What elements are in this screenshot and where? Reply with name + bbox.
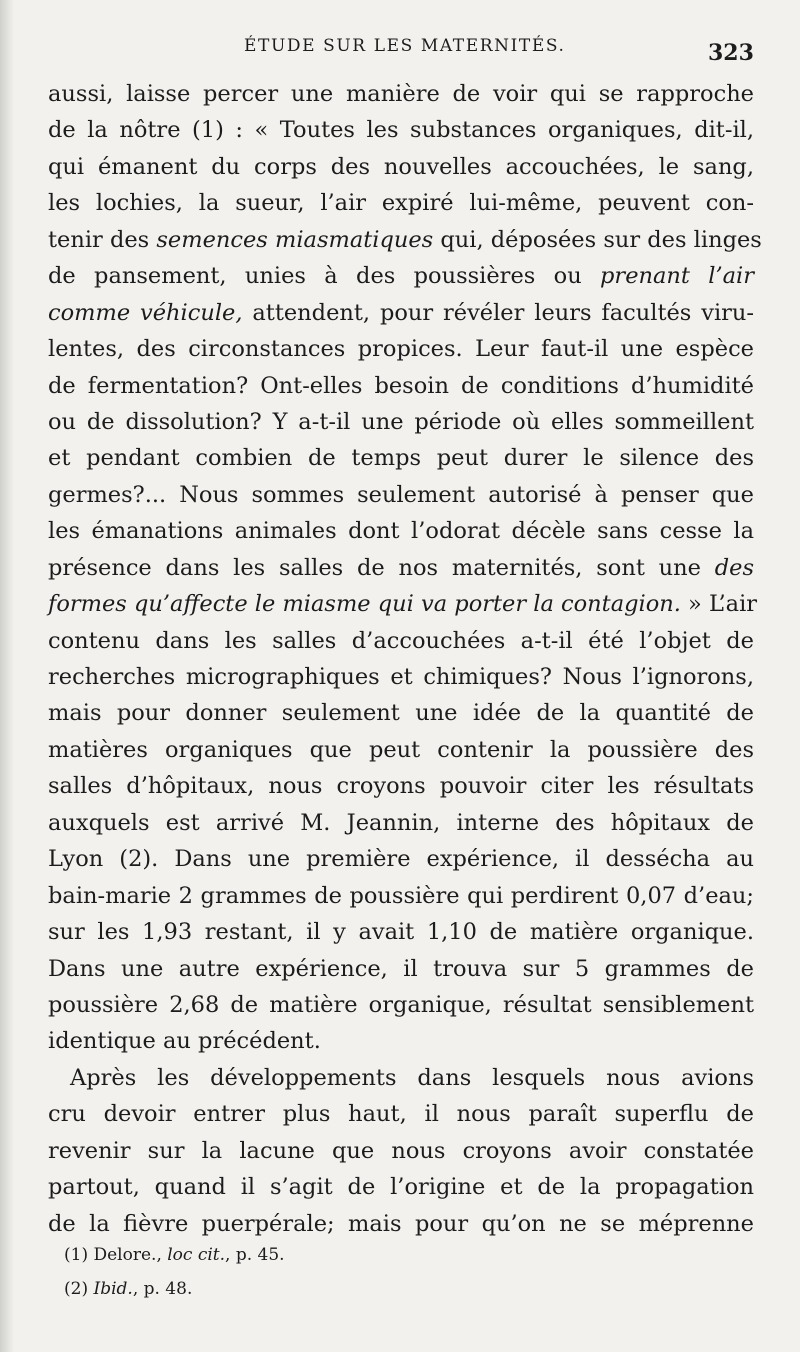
text-run: (2) xyxy=(64,1279,94,1299)
text-run: de la fièvre puerpérale; mais pour qu’on ne se méprenne xyxy=(48,1210,754,1237)
italic-text: comme véhicule, xyxy=(48,299,243,326)
text-line xyxy=(48,1096,754,1132)
italic-text: Ibid. xyxy=(93,1279,133,1299)
footnotes xyxy=(64,1238,704,1306)
text-run: de pansement, unies à des poussières ou xyxy=(48,263,601,290)
text-line xyxy=(48,1023,754,1059)
text-line xyxy=(48,1206,754,1242)
text-run: germes?... Nous sommes seulement autorisé à penser que xyxy=(48,481,754,508)
text-line xyxy=(48,149,754,185)
italic-text: loc cit. xyxy=(167,1245,226,1265)
footnote xyxy=(64,1238,704,1272)
body-text xyxy=(48,76,762,1242)
text-run: sur les 1,93 restant, il y avait 1,10 de matière organique. xyxy=(48,919,754,946)
paragraph xyxy=(48,76,762,1060)
text-run: les émanations animales dont l’odorat décèle sans cesse la xyxy=(48,518,754,545)
paragraph xyxy=(48,1060,754,1242)
text-line xyxy=(48,878,754,914)
text-line xyxy=(48,951,754,987)
text-run: Dans une autre expérience, il trouva sur 5 grammes de xyxy=(48,955,754,982)
text-line xyxy=(48,550,754,586)
text-run: les lochies, la sueur, l’air expiré lui-même, peuvent con- xyxy=(48,190,754,217)
text-run: de fermentation? Ont-elles besoin de conditions d’humidité xyxy=(48,372,754,399)
text-line xyxy=(48,331,754,367)
text-run: Lyon (2). Dans une première expérience, il dessécha au xyxy=(48,846,754,873)
text-line xyxy=(48,805,754,841)
text-line xyxy=(48,768,754,804)
text-run: attendent, pour révéler leurs facultés viru- xyxy=(242,299,754,326)
italic-text: prenant l’air xyxy=(600,263,754,290)
text-run: auxquels est arrivé M. Jeannin, interne des hôpitaux de xyxy=(48,809,754,836)
text-line xyxy=(48,440,754,476)
text-run: tenir des xyxy=(48,226,157,253)
text-run: ou de dissolution? Y a-t-il une période où elles sommeillent xyxy=(48,408,754,435)
text-line xyxy=(48,1060,754,1096)
text-run: aussi, laisse percer une manière de voir qui se rapproche xyxy=(48,81,754,107)
text-line xyxy=(48,841,754,877)
text-line xyxy=(48,404,754,440)
text-run: , p. 48. xyxy=(132,1279,193,1299)
text-line xyxy=(48,112,754,148)
text-run: revenir sur la lacune que nous croyons avoir constatée xyxy=(48,1137,754,1164)
text-run: salles d’hôpitaux, nous croyons pouvoir citer les résultats xyxy=(48,773,754,800)
text-run: poussière 2,68 de matière organique, résultat sensiblement xyxy=(48,991,754,1018)
text-line xyxy=(48,695,754,731)
text-line xyxy=(48,732,754,768)
text-line xyxy=(48,185,754,221)
text-line xyxy=(48,222,762,258)
text-run: qui émanent du corps des nouvelles accouchées, le sang, xyxy=(48,153,754,180)
footnote xyxy=(64,1272,704,1306)
text-run: présence dans les salles de nos maternités, sont une xyxy=(48,554,715,581)
text-run: mais pour donner seulement une idée de la quantité de xyxy=(48,700,754,727)
running-title: ÉTUDE SUR LES MATERNITÉS. xyxy=(244,36,566,56)
text-run: et pendant combien de temps peut durer le silence des xyxy=(48,445,754,472)
text-line xyxy=(48,623,754,659)
text-run: recherches micrographiques et chimiques? Nous l’ignorons, xyxy=(48,664,754,690)
text-line xyxy=(48,1133,754,1169)
text-line xyxy=(48,987,754,1023)
page-number: 323 xyxy=(708,40,754,66)
text-line xyxy=(48,295,754,331)
text-run: lentes, des circonstances propices. Leur faut-il une espèce xyxy=(48,336,754,363)
text-run: qui, déposées sur des linges xyxy=(433,226,762,253)
text-run: Après les développements dans lesquels nous avions xyxy=(70,1064,754,1091)
text-run: , p. 45. xyxy=(225,1245,285,1265)
italic-text: formes qu’affecte le miasme qui va porter la contagion. xyxy=(48,591,681,618)
page-gutter-shadow xyxy=(0,0,14,1352)
italic-text: des xyxy=(714,554,754,581)
text-line xyxy=(48,368,754,404)
text-line xyxy=(48,914,754,950)
text-line xyxy=(48,76,754,112)
text-run: matières organiques que peut contenir la poussière des xyxy=(48,736,754,763)
text-run: » L’air xyxy=(680,591,758,618)
text-line xyxy=(48,659,754,695)
text-run: cru devoir entrer plus haut, il nous paraît superflu de xyxy=(48,1101,754,1128)
text-run: de la nôtre (1) : « Toutes les substances organiques, dit-il, xyxy=(48,117,754,144)
text-run: contenu dans les salles d’accouchées a-t-il été l’objet de xyxy=(48,627,754,654)
text-line xyxy=(48,477,754,513)
text-line xyxy=(48,586,758,622)
text-line xyxy=(48,513,754,549)
text-run: (1) Delore., xyxy=(64,1245,168,1265)
page-header xyxy=(0,32,800,72)
text-line xyxy=(48,1169,754,1205)
italic-text: semences miasmatiques xyxy=(156,226,434,253)
text-run: bain-marie 2 grammes de poussière qui perdirent 0,07 d’eau; xyxy=(48,882,754,909)
text-run: partout, quand il s’agit de l’origine et de la propagation xyxy=(48,1174,754,1201)
text-run: identique au précédent. xyxy=(48,1028,321,1055)
text-line xyxy=(48,258,754,294)
